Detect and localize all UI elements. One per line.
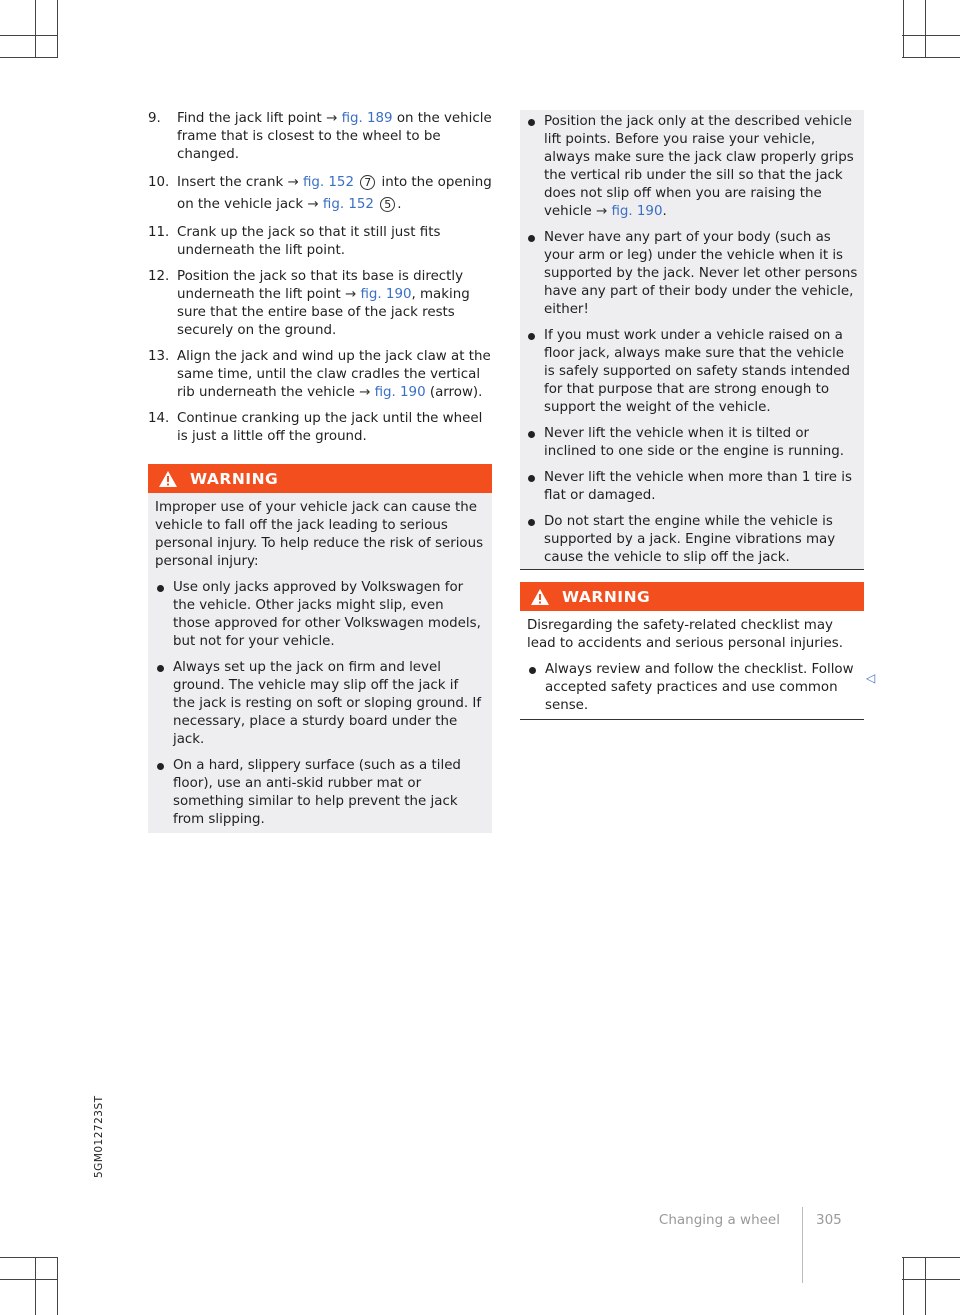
bullet-dot bbox=[528, 119, 535, 126]
bullet-item: Never have any part of your body (such as your arm or leg) under the vehicle when it is supported by the jack. Never let other persons have any part of their body under the vehicle, either! bbox=[526, 229, 858, 319]
bullet-dot bbox=[528, 475, 535, 482]
warning-body bbox=[148, 493, 492, 833]
bullet-dot bbox=[528, 333, 535, 340]
section-end-icon: ◁ bbox=[866, 671, 876, 685]
warning-title: WARNING bbox=[190, 469, 279, 488]
crop-mark bbox=[902, 1257, 960, 1258]
warning-body bbox=[520, 611, 864, 719]
bullet-dot bbox=[528, 431, 535, 438]
crop-mark bbox=[35, 1257, 36, 1315]
left-column bbox=[148, 110, 492, 833]
warning-header bbox=[148, 464, 492, 493]
step-number: 12. bbox=[148, 269, 170, 284]
footer-section-title: Changing a wheel bbox=[658, 1212, 780, 1228]
bullet-dot bbox=[529, 667, 536, 674]
bullet-dot bbox=[528, 235, 535, 242]
bullet-item: Always set up the jack on firm and level ground. The vehicle may slip off the jack if the jack is resting on soft or sloping ground. If necessary, place a sturdy board under the jack. bbox=[155, 659, 484, 749]
figure-link[interactable]: fig. 152 bbox=[322, 197, 374, 212]
step-number: 13. bbox=[148, 349, 170, 364]
bullet-item: Never lift the vehicle when more than 1 tire is flat or damaged. bbox=[526, 469, 858, 505]
crop-mark bbox=[57, 1257, 58, 1315]
crop-mark bbox=[902, 35, 960, 36]
crop-mark bbox=[902, 57, 960, 58]
callout-number: 7 bbox=[360, 175, 375, 190]
step-number: 9. bbox=[148, 111, 161, 126]
crop-mark bbox=[903, 1257, 904, 1315]
warning-header bbox=[520, 582, 864, 611]
arrow-icon: → bbox=[595, 204, 608, 219]
figure-link[interactable]: fig. 190 bbox=[374, 385, 426, 400]
crop-mark bbox=[902, 1279, 960, 1280]
figure-link[interactable]: fig. 190 bbox=[360, 287, 412, 302]
crop-mark bbox=[35, 0, 36, 58]
bullet-item: If you must work under a vehicle raised on a floor jack, always make sure that the vehicle is safely supported on safety stands intended for that purpose that are strong enough to support the weight of the vehicle. bbox=[526, 327, 858, 417]
step-12: 12. Position the jack so that its base is directly underneath the lift point → fig. 190, making sure that the entire base of the jack rests securely on the ground. bbox=[148, 269, 470, 338]
arrow-icon: → bbox=[359, 385, 371, 400]
warning-continuation bbox=[520, 110, 864, 570]
bullet-dot bbox=[157, 763, 164, 770]
bullet-dot bbox=[157, 585, 164, 592]
warning-intro: Disregarding the safety-related checklist may lead to accidents and serious personal injuries. bbox=[527, 618, 843, 651]
crop-mark bbox=[903, 0, 904, 58]
arrow-icon: → bbox=[326, 111, 338, 126]
step-11: 11. Crank up the jack so that it still just fits underneath the lift point. bbox=[148, 225, 441, 258]
step-number: 10. bbox=[148, 175, 170, 190]
bullet-item: Use only jacks approved by Volkswagen for the vehicle. Other jacks might slip, even those approved for other Volkswagen models, but not for your vehicle. bbox=[155, 579, 484, 651]
page-number: 305 bbox=[816, 1212, 842, 1228]
warning-triangle-icon bbox=[158, 470, 178, 488]
warning-triangle-icon bbox=[530, 588, 550, 606]
crop-mark bbox=[0, 35, 58, 36]
warning-box bbox=[148, 464, 492, 833]
crop-mark bbox=[57, 0, 58, 58]
bullet-dot bbox=[528, 519, 535, 526]
step-9: 9. Find the jack lift point → fig. 189 on the vehicle frame that is closest to the wheel to be changed. bbox=[148, 111, 492, 162]
figure-link[interactable]: fig. 189 bbox=[341, 111, 393, 126]
callout-number: 5 bbox=[380, 197, 395, 212]
right-column bbox=[520, 110, 864, 720]
crop-mark bbox=[0, 57, 58, 58]
step-10: 10. Insert the crank → fig. 152 7 into the opening on the vehicle jack → fig. 152 5 . bbox=[148, 172, 492, 216]
figure-link[interactable]: fig. 190 bbox=[611, 204, 663, 219]
bullet-dot bbox=[157, 665, 164, 672]
crop-mark bbox=[925, 1257, 926, 1315]
footer-divider bbox=[802, 1207, 803, 1283]
figure-link[interactable]: fig. 152 bbox=[302, 175, 354, 190]
bullet-item: Never lift the vehicle when it is tilted or inclined to one side or the engine is running. bbox=[526, 425, 858, 461]
step-13: 13. Align the jack and wind up the jack claw at the same time, until the claw cradles the vertical rib underneath the vehicle → fig. 190 (arrow). bbox=[148, 349, 491, 400]
warning-box bbox=[520, 582, 864, 720]
bullet-item: Do not start the engine while the vehicle is supported by a jack. Engine vibrations may cause the vehicle to slip off the jack. bbox=[526, 513, 858, 567]
step-number: 14. bbox=[148, 411, 170, 426]
crop-mark bbox=[0, 1257, 58, 1258]
crop-mark bbox=[0, 1279, 58, 1280]
arrow-icon: → bbox=[307, 197, 319, 212]
bullet-item: Always review and follow the checklist. Follow accepted safety practices and use common sense. bbox=[527, 661, 858, 715]
arrow-icon: → bbox=[287, 175, 299, 190]
step-number: 11. bbox=[148, 225, 170, 240]
bullet-item: On a hard, slippery surface (such as a tiled floor), use an anti-skid rubber mat or something similar to help prevent the jack from slipping. bbox=[155, 757, 484, 829]
warning-intro: Improper use of your vehicle jack can cause the vehicle to fall off the jack leading to serious personal injury. To help reduce the risk of serious personal injury: bbox=[155, 500, 484, 569]
bullet-item: Position the jack only at the described vehicle lift points. Before you raise your vehicle, always make sure the jack claw properly grips the vertical rib under the sill so that the jack does not slip off when you are raising the vehicle → fig. 190. bbox=[526, 113, 858, 221]
warning-title: WARNING bbox=[562, 587, 651, 606]
arrow-icon: → bbox=[344, 287, 357, 302]
step-14: 14. Continue cranking up the jack until the wheel is just a little off the ground. bbox=[148, 411, 483, 444]
document-code: 5GM012723ST bbox=[93, 1095, 105, 1178]
crop-mark bbox=[925, 0, 926, 58]
